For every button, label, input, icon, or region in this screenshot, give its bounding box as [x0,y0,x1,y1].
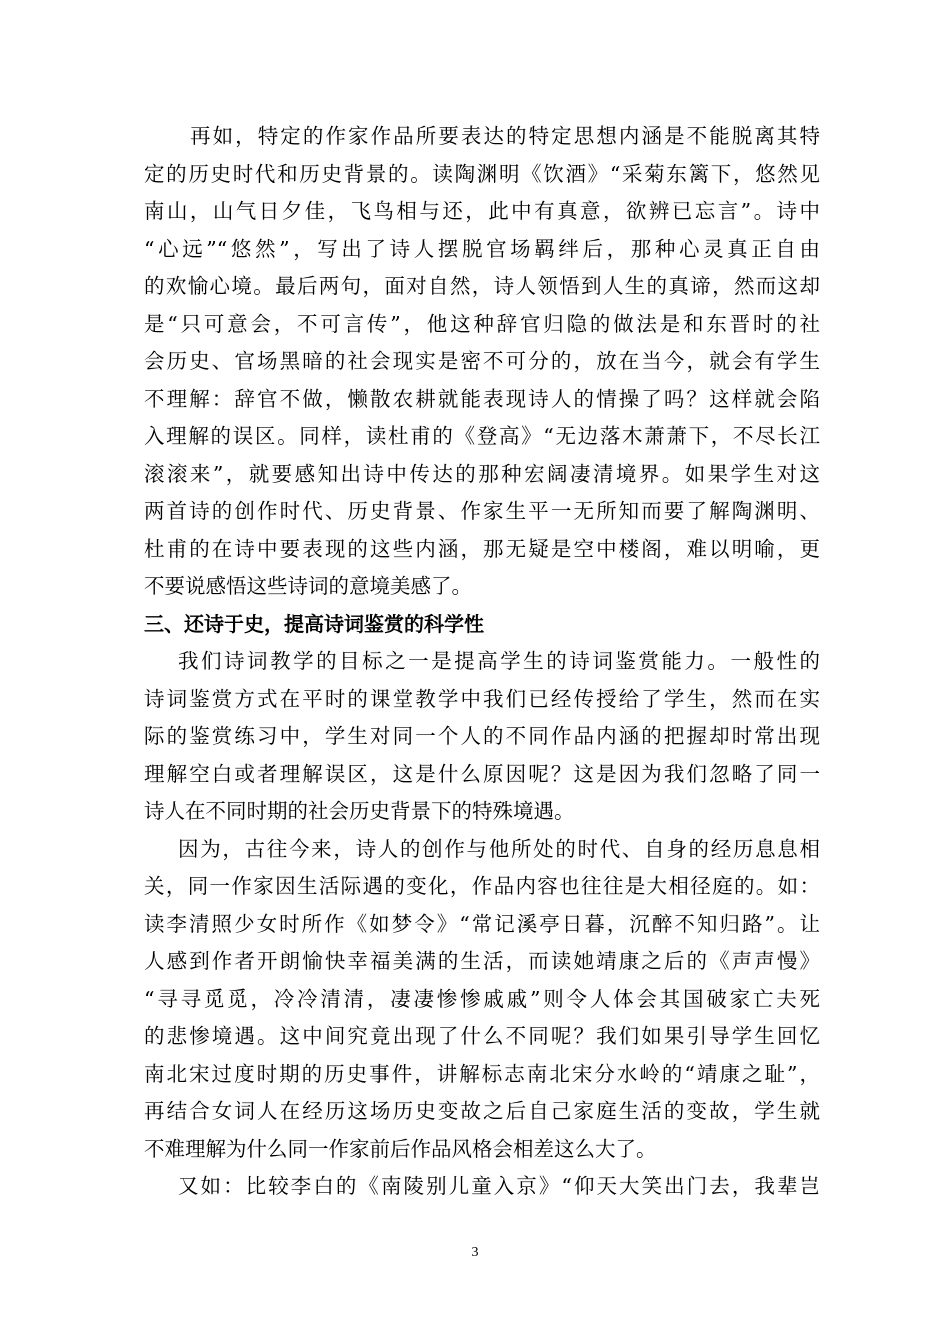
paragraph-line: 关，同一作家因生活际遇的变化，作品内容也往往是大相径庭的。如： [144,874,820,898]
paragraph-line-last: 诗人在不同时期的社会历史背景下的特殊境遇。 [144,799,575,823]
paragraph-line: 人感到作者开朗愉快幸福美满的生活，而读她靖康之后的《声声慢》 [144,949,820,973]
paragraph-line: 际的鉴赏练习中，学生对同一个人的不同作品内涵的把握却时常出现 [144,724,820,748]
paragraph-line: “心远”“悠然”，写出了诗人摆脱官场羁绊后，那种心灵真正自由 [144,236,820,261]
paragraph-line: 南北宋过度时期的历史事件，讲解标志南北宋分水岭的“靖康之耻”， [144,1061,820,1086]
paragraph-line: “寻寻觅觅，冷冷清清，凄凄惨惨戚戚”则令人体会其国破家亡夫死 [144,986,820,1011]
paragraph-line: 理解空白或者理解误区，这是什么原因呢？这是因为我们忽略了同一 [144,761,820,786]
paragraph-line: 两首诗的创作时代、历史背景、作家生平一无所知而要了解陶渊明、 [144,499,820,523]
body-text [144,118,820,1206]
paragraph-line: 入理解的误区。同样，读杜甫的《登高》“无边落木萧萧下，不尽长江 [144,424,820,448]
paragraph-line: 又如：比较李白的《南陵别儿童入京》“仰天大笑出门去，我辈岂 [178,1174,820,1198]
paragraph-line-last: 不难理解为什么同一作家前后作品风格会相差这么大了。 [144,1136,657,1161]
paragraph-line: 会历史、官场黑暗的社会现实是密不可分的，放在当今，就会有学生 [144,349,820,373]
paragraph-line: 是“只可意会，不可言传”，他这种辞官归隐的做法是和东晋时的社 [144,311,820,336]
paragraph-line: 杜甫的在诗中要表现的这些内涵，那无疑是空中楼阁，难以明喻，更 [144,536,820,561]
paragraph-line: 我们诗词教学的目标之一是提高学生的诗词鉴赏能力。一般性的 [178,649,820,673]
paragraph-line: 诗词鉴赏方式在平时的课堂教学中我们已经传授给了学生，然而在实 [144,686,820,711]
page-number: 3 [471,1245,479,1260]
paragraph-line: 的欢愉心境。最后两句，面对自然，诗人领悟到人生的真谛，然而这却 [144,274,820,298]
paragraph-line: 因为，古往今来，诗人的创作与他所处的时代、自身的经历息息相 [178,836,820,861]
paragraph-line: 定的历史时代和历史背景的。读陶渊明《饮酒》“采菊东篱下，悠然见 [144,161,820,186]
paragraph-line: 不理解：辞官不做，懒散农耕就能表现诗人的情操了吗？这样就会陷 [144,386,820,411]
paragraph-line: 再结合女词人在经历这场历史变故之后自己家庭生活的变故，学生就 [144,1099,820,1123]
section-heading: 三、还诗于史，提高诗词鉴赏的科学性 [144,611,484,636]
paragraph-line: 滚滚来”，就要感知出诗中传达的那种宏阔凄清境界。如果学生对这 [144,461,820,486]
paragraph-line: 读李清照少女时所作《如梦令》“常记溪亭日暮，沉醉不知归路”。让 [144,911,820,936]
paragraph-line: 的悲惨境遇。这中间究竟出现了什么不同呢？我们如果引导学生回忆 [144,1024,820,1048]
paragraph-line: 再如，特定的作家作品所要表达的特定思想内涵是不能脱离其特 [190,124,820,148]
paragraph-line: 南山，山气日夕佳，飞鸟相与还，此中有真意，欲辨已忘言”。诗中 [144,199,820,223]
paragraph-line-last: 不要说感悟这些诗词的意境美感了。 [144,574,472,598]
